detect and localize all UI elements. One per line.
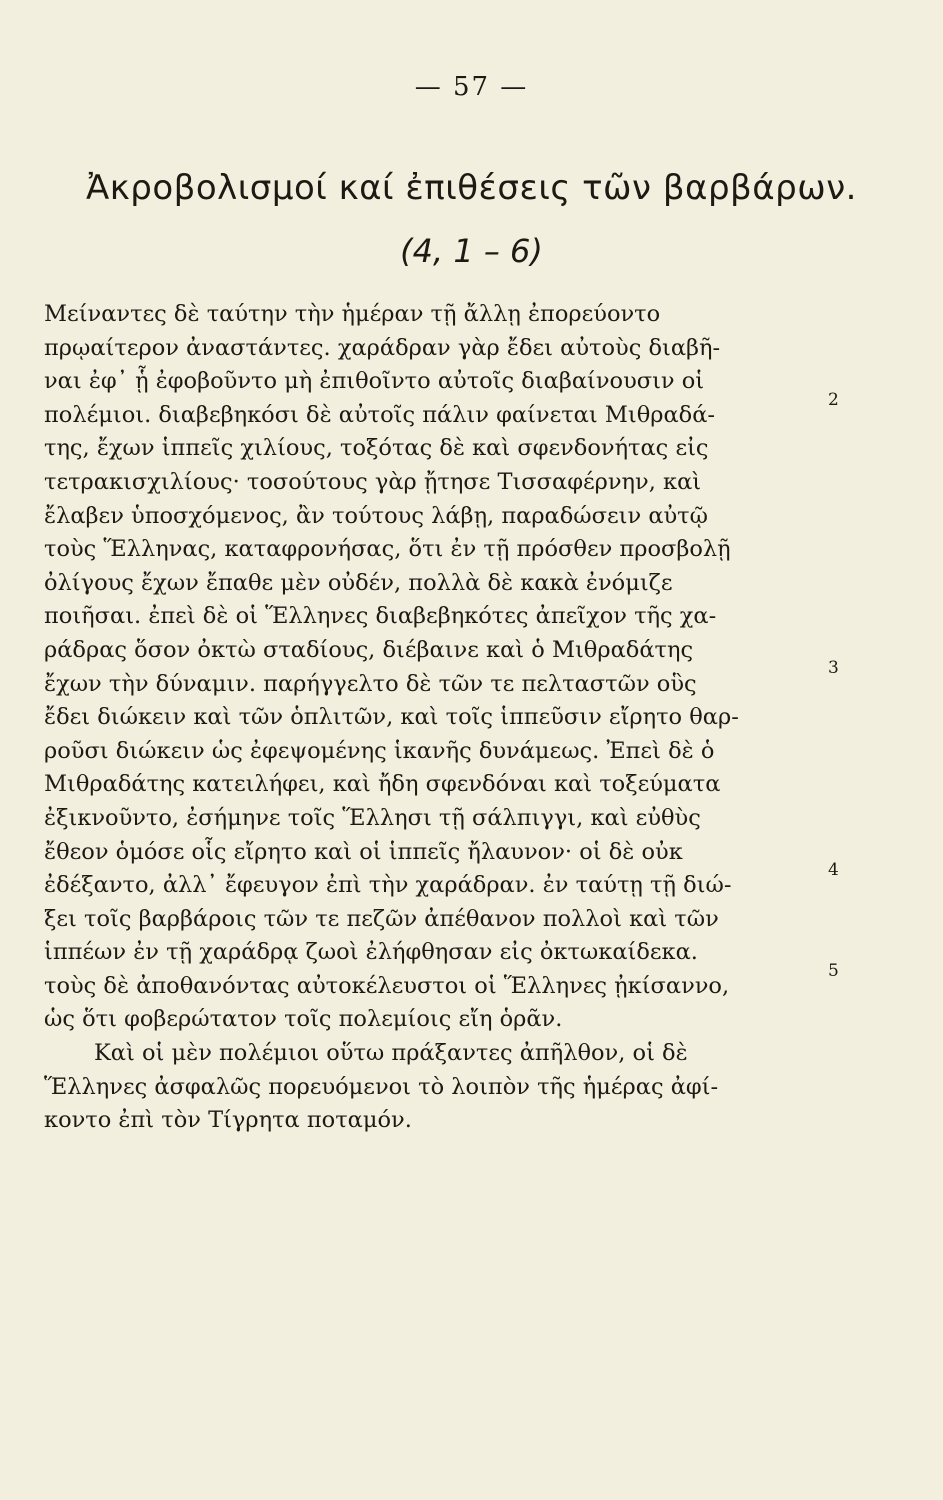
text-line: ἐξικνοῦντο, ἐσήμηνε τοῖς Ἕλλησι τῇ σάλπιγγι, καὶ εὐθὺς — [44, 804, 701, 831]
section-reference: (4, 1 – 6) — [400, 232, 543, 270]
text-line: ἐδέξαντο, ἀλλ᾽ ἔφευγον ἐπὶ τὴν χαράδραν. ἐν ταύτῃ τῇ διώ- — [44, 872, 732, 899]
text-line: ποιῆσαι. ἐπεὶ δὲ οἱ Ἕλληνες διαβεβηκότες ἀπεῖχον τῆς χα- — [44, 603, 717, 630]
text-line: τοὺς Ἕλληνας, καταφρονήσας, ὅτι ἐν τῇ πρόσθεν προσβολῇ — [44, 536, 731, 563]
text-line: τετρακισχιλίους· τοσούτους γὰρ ᾔτησε Τισσαφέρνην, καὶ — [44, 468, 702, 495]
text-line: ἔλαβεν ὑποσχόμενος, ἂν τούτους λάβῃ, παραδώσειν αὐτῷ — [44, 502, 708, 529]
text-line: Μιθραδάτης κατειλήφει, καὶ ἤδη σφενδόναι καὶ τοξεύματα — [44, 771, 721, 798]
greek-text-block — [44, 298, 804, 1138]
text-line: Μείναντες δὲ ταύτην τὴν ἡμέραν τῇ ἄλλῃ ἐπορεύοντο — [44, 301, 661, 327]
text-line: ἔχων τὴν δύναμιν. παρήγγελτο δὲ τῶν τε πελταστῶν οὓς — [44, 670, 697, 697]
text-line: ναι ἐφ᾽ ᾗ ἐφοβοῦντο μὴ ἐπιθοῖντο αὐτοῖς διαβαίνουσιν οἱ — [44, 368, 705, 395]
text-line: ροῦσι διώκειν ὡς ἐφεψομένης ἱκανῆς δυνάμεως. Ἐπεὶ δὲ ὁ — [44, 737, 715, 764]
text-line: ὀλίγους ἔχων ἔπαθε μὲν οὐδέν, πολλὰ δὲ κακὰ ἐνόμιζε — [44, 569, 673, 596]
text-line: τοὺς δὲ ἀποθανόντας αὐτοκέλευστοι οἱ Ἕλληνες ᾐκίσαννο, — [44, 972, 730, 999]
text-line: κοντο ἐπὶ τὸν Τίγρητα ποταμόν. — [44, 1107, 412, 1134]
section-marker: 3 — [828, 658, 839, 678]
text-line: Ἕλληνες ἀσφαλῶς πορευόμενοι τὸ λοιπὸν τῆς ἡμέρας ἀφί- — [44, 1073, 719, 1100]
text-line: ἱππέων ἐν τῇ χαράδρᾳ ζωοὶ ἐλήφθησαν εἰς ὀκτωκαίδεκα. — [44, 939, 698, 966]
text-line: ὡς ὅτι φοβερώτατον τοῖς πολεμίοις εἴη ὁρᾶν. — [44, 1006, 563, 1033]
text-line: πρῳαίτερον ἀναστάντες. χαράδραν γὰρ ἔδει αὐτοὺς διαβῆ- — [44, 334, 721, 361]
section-marker: 5 — [828, 961, 839, 981]
text-line: ἔθεον ὁμόσε οἷς εἴρητο καὶ οἱ ἱππεῖς ἤλαυνον· οἱ δὲ οὐκ — [44, 838, 683, 865]
text-line: ἔδει διώκειν καὶ τῶν ὁπλιτῶν, καὶ τοῖς ἱππεῦσιν εἴρητο θαρ- — [44, 704, 739, 731]
text-line: ράδρας ὅσον ὀκτὼ σταδίους, διέβαινε καὶ ὁ Μιθραδάτης — [44, 636, 694, 663]
section-marker: 4 — [828, 860, 839, 880]
text-line: της, ἔχων ἱππεῖς χιλίους, τοξότας δὲ καὶ σφενδονήτας εἰς — [44, 435, 709, 462]
text-line: Καὶ οἱ μὲν πολέμιοι οὕτω πράξαντες ἀπῆλθον, οἱ δὲ — [94, 1040, 688, 1067]
text-line: πολέμιοι. διαβεβηκόσι δὲ αὐτοῖς πάλιν φαίνεται Μιθραδά- — [44, 401, 716, 428]
page-number: — 57 — — [414, 72, 529, 102]
section-marker: 2 — [828, 390, 839, 410]
section-heading: Ἀκροβολισμοί καί ἐπιθέσεις τῶν βαρβάρων. — [86, 168, 857, 208]
text-line: ξει τοῖς βαρβάροις τῶν τε πεζῶν ἀπέθανον πολλοὶ καὶ τῶν — [44, 905, 719, 932]
